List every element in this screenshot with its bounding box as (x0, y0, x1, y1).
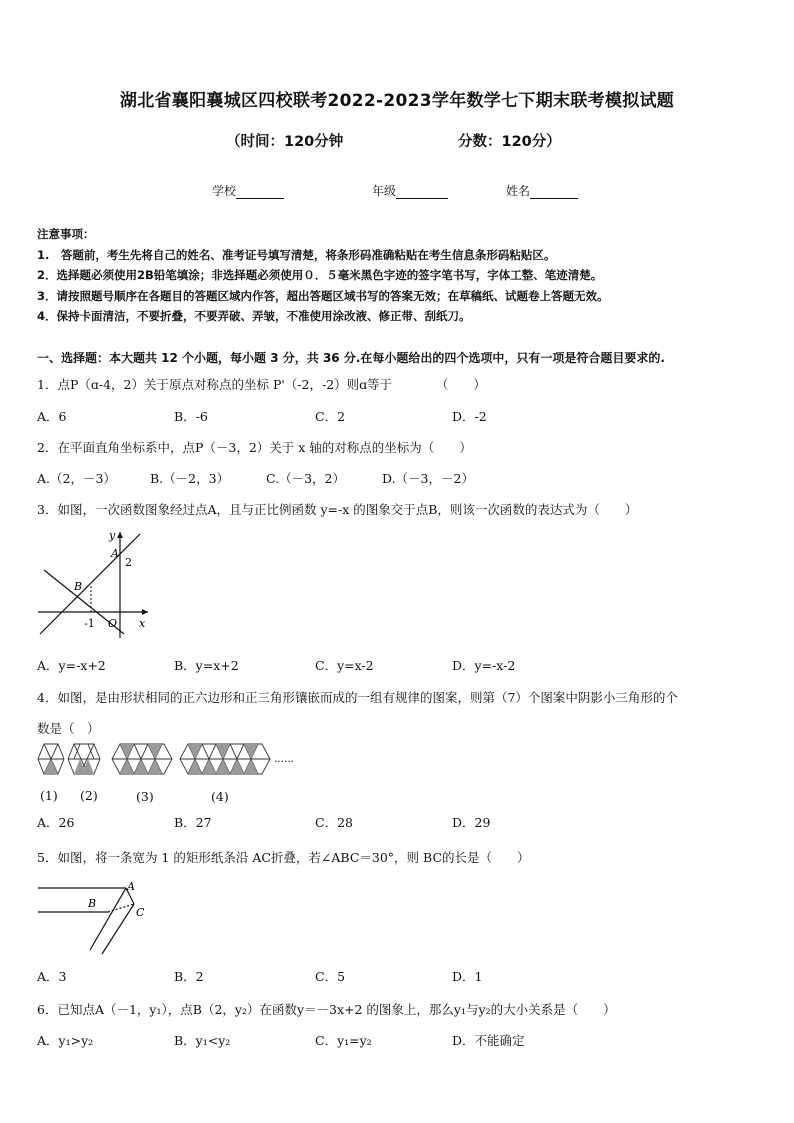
name-field (506, 182, 578, 199)
question-6-stem: 6．已知点A（－1，y₁），点B（2，y₂）在函数y＝－3x+2 的图象上，那么y₁与y₂的大小关系是（ ） (37, 1002, 616, 1017)
grade-field (372, 182, 448, 199)
q2-option-b[interactable]: B.（－2，3） (150, 471, 230, 486)
q4-option-b[interactable]: B．27 (174, 815, 212, 830)
exam-time: （时间：120分钟 (226, 134, 344, 150)
q3-coordinate-figure (34, 526, 154, 642)
x-axis-arrow (142, 609, 148, 615)
question-2-stem: 2．在平面直角坐标系中，点P（－3，2）关于 x 轴的对称点的坐标为（ ） (37, 440, 472, 455)
label-b: B (74, 580, 83, 593)
notice-item: 1. 答题前，考生先将自己的姓名、准考证号填写清楚，将条形码准确粘贴在考生信息条形码粘贴区。 (37, 248, 556, 262)
page-title: 湖北省襄阳襄城区四校联考2022-2023学年数学七下期末联考模拟试题 (119, 91, 675, 111)
notice-item: 2．选择题必须使用2B铅笔填涂；非选择题必须使用０．５毫米黑色字迹的签字笔书写，字体工整、笔迹清楚。 (37, 268, 603, 282)
q4-option-c[interactable]: C．28 (315, 815, 353, 830)
label-y: y (109, 529, 116, 542)
q6-option-a[interactable]: A．y₁>y₂ (37, 1033, 94, 1048)
q3-option-b[interactable]: B．y=x+2 (174, 658, 239, 673)
q1-option-a[interactable]: A．6 (37, 409, 67, 424)
pattern-label-1: (1) (40, 788, 58, 803)
grade-label: 年级 (372, 184, 397, 198)
school-blank[interactable] (236, 186, 284, 199)
exam-score: 分数：120分） (458, 134, 561, 150)
q1-option-d[interactable]: D．-2 (452, 409, 487, 424)
q2-option-a[interactable]: A.（2，－3） (37, 471, 116, 486)
q3-option-c[interactable]: C．y=x-2 (315, 658, 374, 673)
label-o: O (108, 617, 118, 630)
name-blank[interactable] (530, 186, 578, 199)
label-x: x (139, 617, 146, 630)
section-heading: 一、选择题：本大题共 12 个小题，每小题 3 分，共 36 分.在每小题给出的四个选项中，只有一项是符合题目要求的. (37, 351, 665, 365)
pattern-label-2: (2) (80, 788, 98, 803)
q5-option-a[interactable]: A．3 (37, 969, 67, 984)
q5-option-b[interactable]: B．2 (174, 969, 204, 984)
q5-option-d[interactable]: D．1 (452, 969, 483, 984)
q2-option-d[interactable]: D.（－3，－2） (382, 471, 474, 486)
label-2: 2 (125, 556, 132, 569)
question-4-stem: 4．如图，是由形状相同的正六边形和正三角形镶嵌而成的一组有规律的图案，则第（7）个图案中阴影小三角形的个 (37, 690, 678, 705)
notice-heading: 注意事项： (37, 227, 95, 241)
notice-item: 3．请按照题号顺序在各题目的答题区域内作答，超出答题区域书写的答案无效；在草稿纸、试题卷上答题无效。 (37, 289, 609, 303)
question-3-stem: 3．如图，一次函数图象经过点A，且与正比例函数 y=-x 的图象交于点B，则该一次函数的表达式为（ ） (37, 502, 638, 517)
q3-option-d[interactable]: D．y=-x-2 (452, 658, 516, 673)
notice-item: 4．保持卡面清洁，不要折叠，不要弄破、弄皱，不准使用涂改液、修正带、刮纸刀。 (37, 309, 471, 323)
q4-option-a[interactable]: A．26 (37, 815, 75, 830)
q1-option-b[interactable]: B．-6 (174, 409, 208, 424)
school-label: 学校 (212, 184, 237, 198)
label-neg1: -1 (84, 617, 95, 630)
question-5-stem: 5．如图，将一条宽为 1 的矩形纸条沿 AC折叠，若∠ABC＝30°，则 BC的长是（ ） (37, 850, 530, 865)
q6-option-d[interactable]: D．不能确定 (452, 1033, 525, 1048)
q3-option-a[interactable]: A．y=-x+2 (37, 658, 106, 673)
continuation-dots: …… (274, 754, 294, 765)
pattern-label-4: (4) (211, 789, 229, 804)
label-a: A (111, 547, 119, 560)
q5-fold-figure (34, 876, 154, 956)
school-field (212, 182, 284, 199)
q4-option-d[interactable]: D．29 (452, 815, 491, 830)
grade-blank[interactable] (396, 186, 448, 199)
q5-option-c[interactable]: C．5 (315, 969, 346, 984)
q1-option-c[interactable]: C．2 (315, 409, 346, 424)
label-b: B (88, 897, 97, 910)
label-c: C (136, 906, 145, 919)
q6-option-c[interactable]: C．y₁=y₂ (315, 1033, 372, 1048)
y-axis-arrow (117, 532, 123, 538)
q2-option-c[interactable]: C.（－3，2） (266, 471, 345, 486)
q4-pattern-figure (36, 742, 296, 782)
question-1-stem: 1．点P（ɑ-4，2）关于原点对称点的坐标 P'（-2，-2）则ɑ等于 （ ） (37, 377, 486, 392)
label-a: A (127, 880, 135, 893)
q6-option-b[interactable]: B．y₁<y₂ (174, 1033, 231, 1048)
name-label: 姓名 (506, 184, 531, 198)
question-4-stem-cont: 数是（ ） (37, 721, 100, 736)
pattern-label-3: (3) (136, 789, 154, 804)
